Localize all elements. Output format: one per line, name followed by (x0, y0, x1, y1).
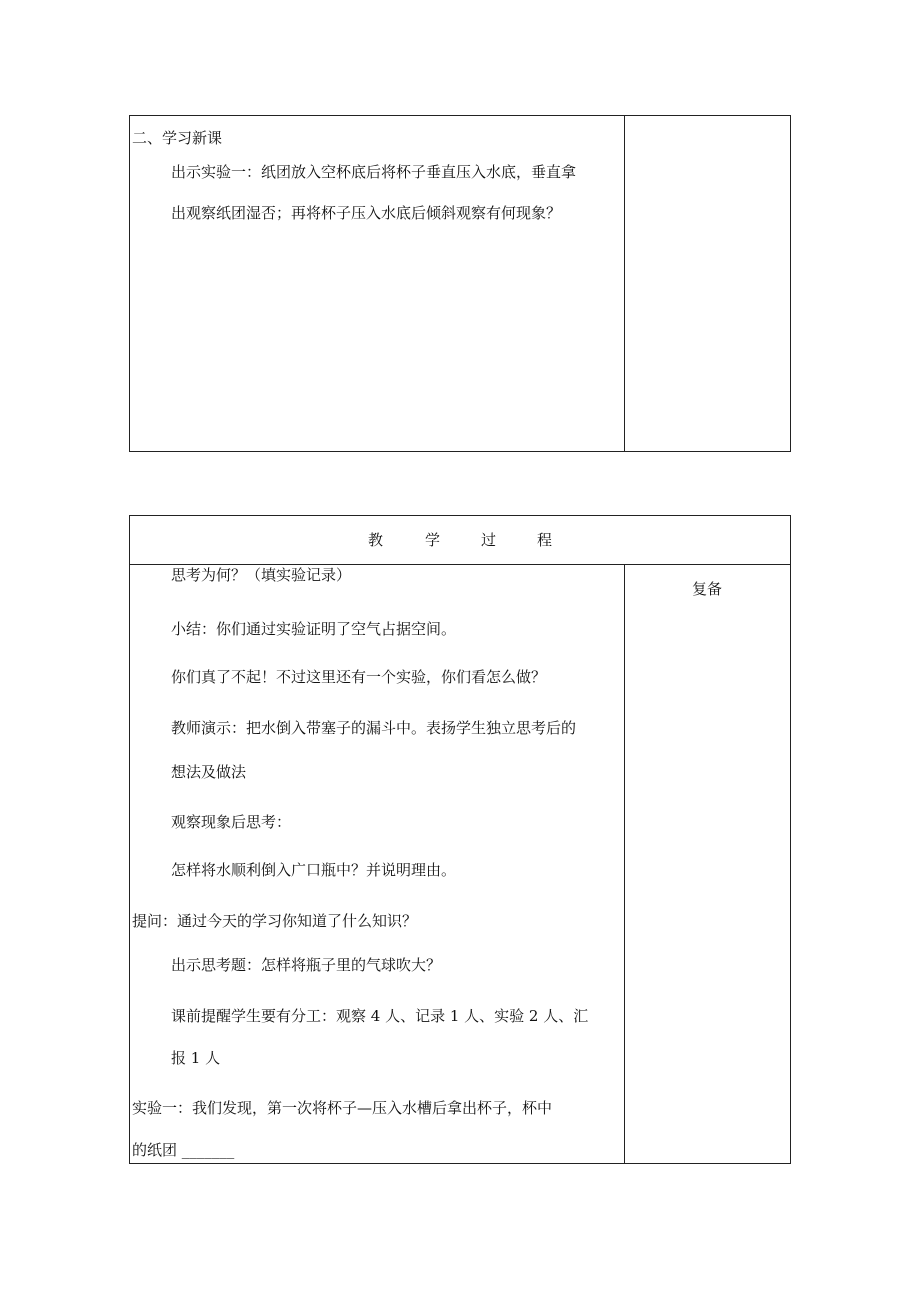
side-note: 复备 (692, 580, 723, 598)
table-header-char: 程 (537, 531, 553, 549)
content-line: 实验一：我们发现，第一次将杯子—压入水槽后拿出杯子，杯中 (132, 1099, 553, 1117)
content-line: 报 1 人 (171, 1049, 221, 1067)
table-header-char: 过 (481, 531, 497, 549)
content-line: 教师演示：把水倒入带塞子的漏斗中。表扬学生独立思考后的 (171, 719, 577, 737)
column-divider (624, 564, 625, 1163)
content-line: 你们真了不起！不过这里还有一个实验，你们看怎么做？ (171, 668, 547, 686)
content-line: 出示实验一：纸团放入空杯底后将杯子垂直压入水底，垂直拿 (171, 163, 577, 181)
content-line: 出示思考题：怎样将瓶子里的气球吹大？ (171, 956, 442, 974)
content-line: 小结：你们通过实验证明了空气占据空间。 (171, 620, 457, 638)
content-line: 观察现象后思考： (171, 813, 292, 831)
table-header-char: 教 (368, 531, 384, 549)
content-line: 的纸团 _______ (132, 1141, 235, 1159)
content-line: 提问：通过今天的学习你知道了什么知识？ (132, 912, 418, 930)
content-line: 思考为何？（填实验记录） (171, 566, 352, 584)
lesson-table-2 (129, 515, 791, 1164)
content-line: 出观察纸团湿否；再将杯子压入水底后倾斜观察有何现象？ (171, 204, 562, 222)
column-divider (624, 116, 625, 451)
content-line: 想法及做法 (171, 763, 247, 781)
content-line: 课前提醒学生要有分工：观察 4 人、记录 1 人、实验 2 人、汇 (171, 1007, 589, 1025)
section-heading: 二、学习新课 (132, 129, 223, 147)
content-line: 怎样将水顺利倒入广口瓶中？并说明理由。 (171, 861, 457, 879)
table-header-char: 学 (425, 531, 441, 549)
